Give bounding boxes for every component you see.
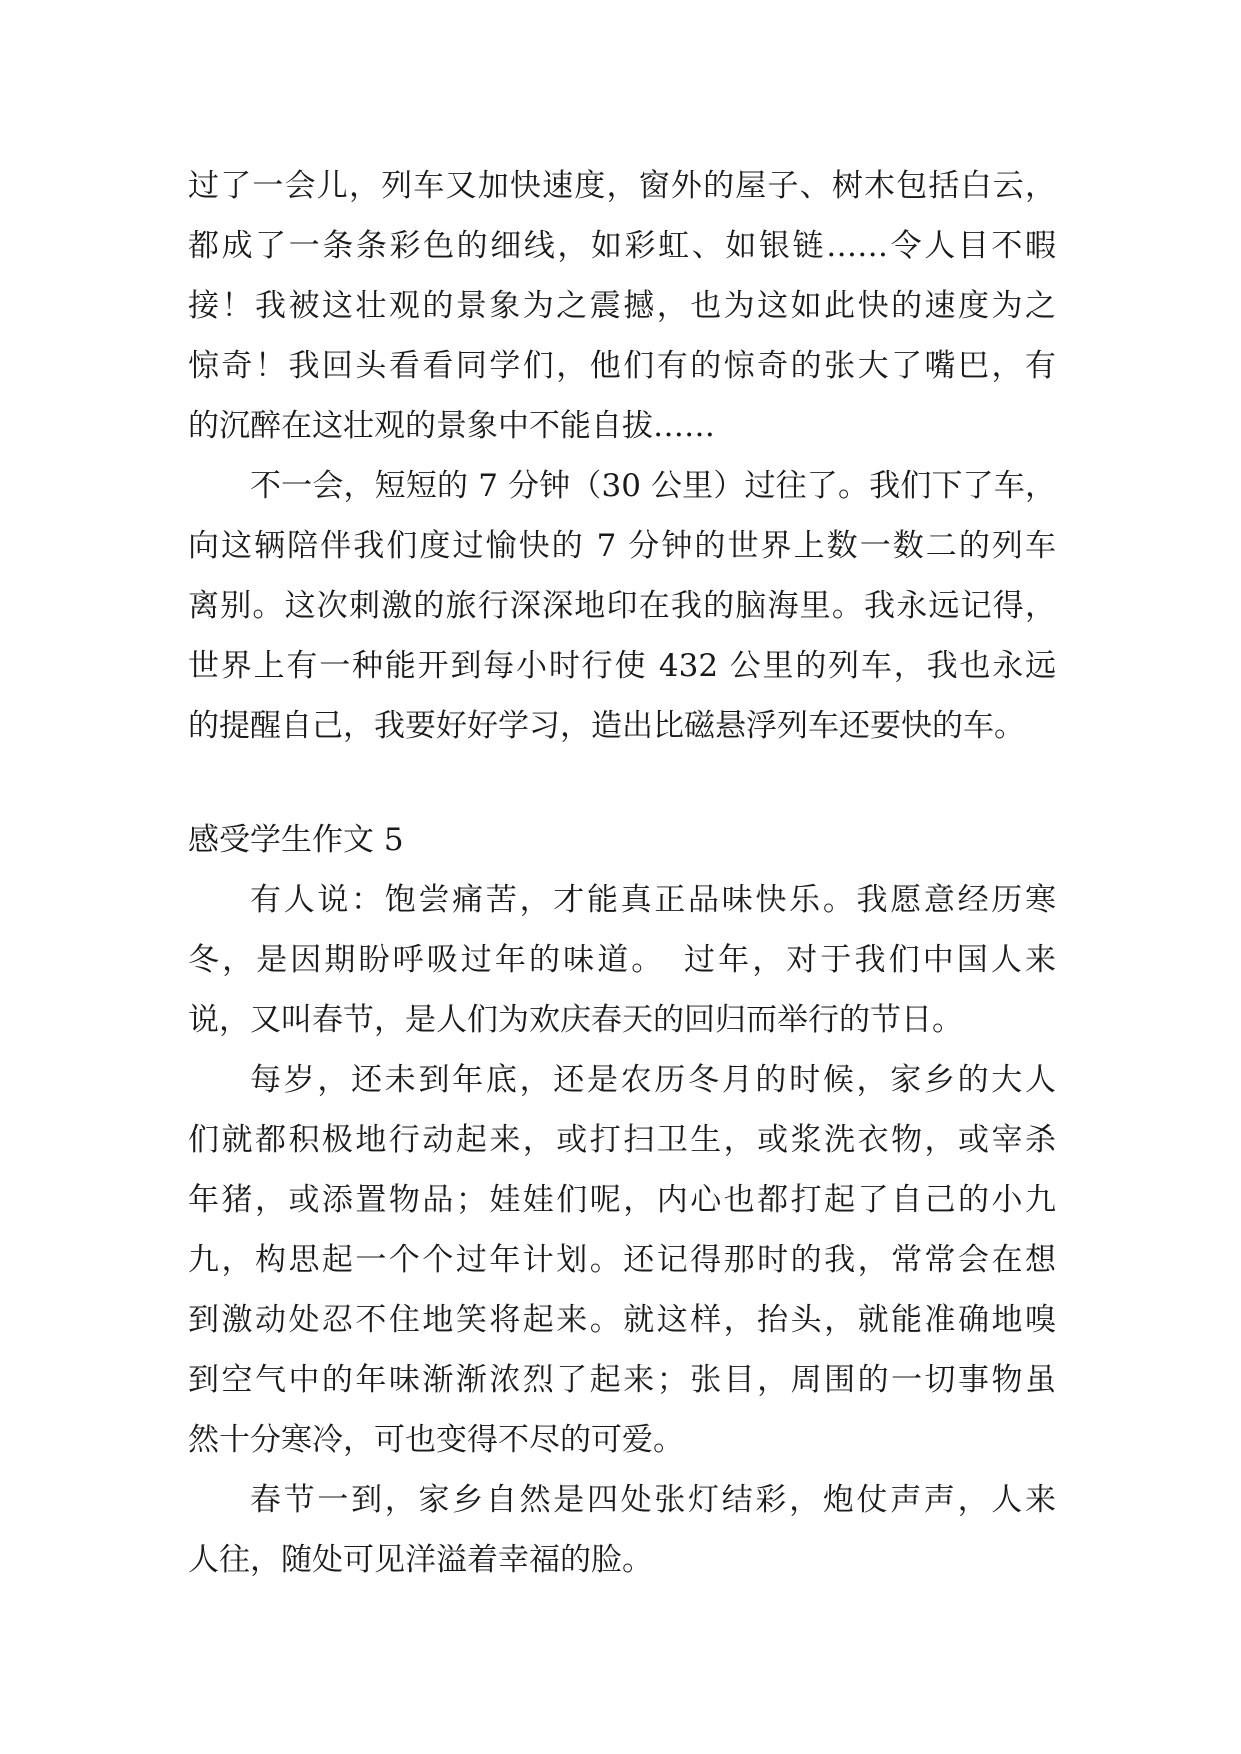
text-line: 春节一到，家乡自然是四处张灯结彩，炮仗声声，人来 [250,1482,1056,1518]
text-line: 有人说：饱尝痛苦，才能真正品味快乐。我愿意经历寒 [250,882,1056,918]
text-line: 惊奇！我回头看看同学们，他们有的惊奇的张大了嘴巴，有 [188,348,1056,384]
text-line: 们就都积极地行动起来，或打扫卫生，或浆洗衣物，或宰杀 [188,1122,1056,1158]
text-line: 到激动处忍不住地笑将起来。就这样，抬头，就能准确地嗅 [188,1302,1056,1338]
text-line: 接！我被这壮观的景象为之震撼，也为这如此快的速度为之 [188,288,1056,324]
text-line: 九，构思起一个个过年计划。还记得那时的我，常常会在想 [188,1242,1056,1278]
paragraph-seven-minutes [188,456,1056,756]
text-line: 说，又叫春节，是人们为欢庆春天的回归而举行的节日。 [188,1002,963,1038]
text-line: 年猪，或添置物品；娃娃们呢，内心也都打起了自己的小九 [188,1182,1056,1218]
text-line: 人往，随处可见洋溢着幸福的脸。 [188,1542,653,1578]
document-body [188,156,1056,1590]
text-line: 的提醒自己，我要好好学习，造出比磁悬浮列车还要快的车。 [188,708,1025,744]
text-line: 离别。这次刺激的旅行深深地印在我的脑海里。我永远记得， [188,588,1056,624]
text-line: 每岁，还未到年底，还是农历冬月的时候，家乡的大人 [250,1062,1056,1098]
section-gap [188,756,1056,810]
text-line: 不一会，短短的 7 分钟（30 公里）过往了。我们下了车， [250,468,1056,504]
text-line: 然十分寒冷，可也变得不尽的可爱。 [188,1422,684,1458]
paragraph-winter-new-year [188,870,1056,1050]
text-line: 过了一会儿，列车又加快速度，窗外的屋子、树木包括白云， [188,168,1056,204]
section-title: 感受学生作文 5 [188,822,404,858]
text-line: 向这辆陪伴我们度过愉快的 7 分钟的世界上数一数二的列车 [188,528,1056,564]
text-line: 冬，是因期盼呼吸过年的味道。 过年，对于我们中国人来 [188,942,1056,978]
text-line: 都成了一条条彩色的细线，如彩虹、如银链……令人目不暇 [188,228,1056,264]
text-line: 世界上有一种能开到每小时行使 432 公里的列车，我也永远 [188,648,1056,684]
text-line: 到空气中的年味渐渐浓烈了起来；张目，周围的一切事物虽 [188,1362,1056,1398]
text-line: 的沉醉在这壮观的景象中不能自拔…… [188,408,715,444]
paragraph-preparations [188,1050,1056,1470]
paragraph-spring-festival [188,1470,1056,1590]
paragraph-train-speed [188,156,1056,456]
